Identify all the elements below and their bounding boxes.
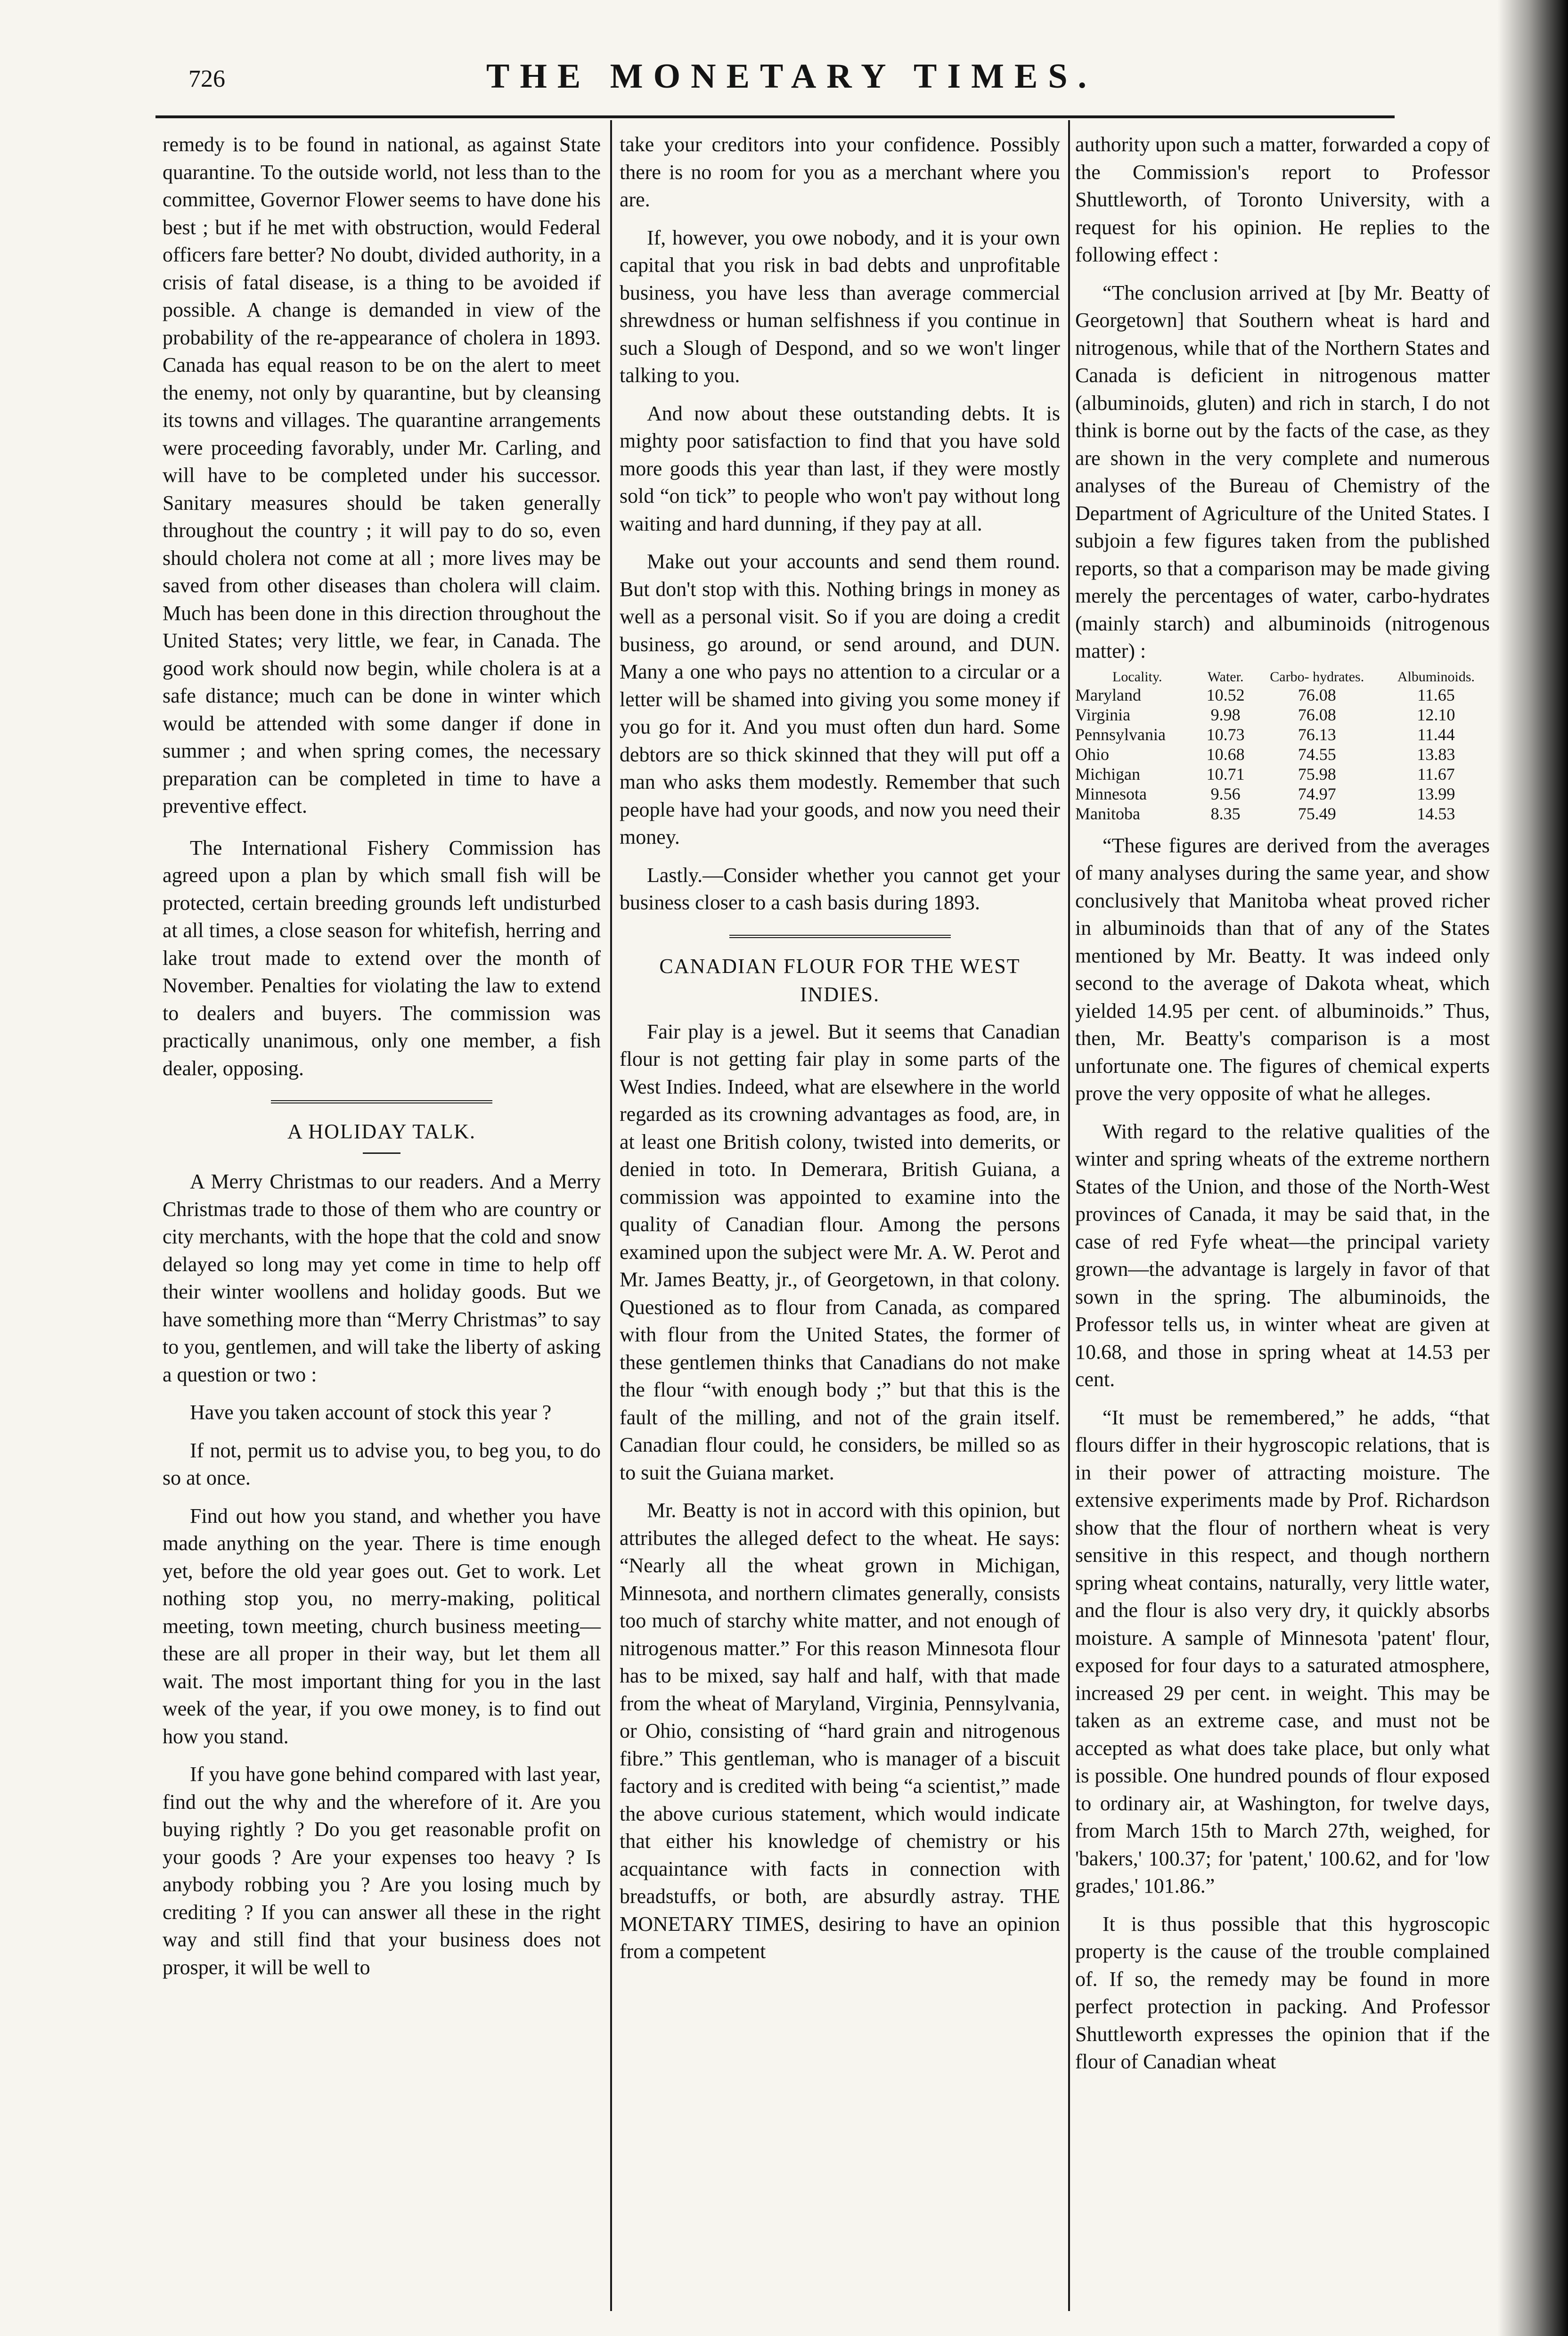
table-cell: 74.97 — [1298, 784, 1336, 803]
quoted-paragraph: “The conclusion arrived at [by Mr. Beatty of Georgetown] that Southern wheat is hard and nitrogenous, while that of the Northern States and Canada is deficient in nitrogenous matter (albuminoids, gluten) and rich in starch, I do not think is borne out by the facts of the case, as they are shown in the very complete and numerous analyses of the Bureau of Chemistry of the Department of Agriculture of the United States. I subjoin a few figures taken from the published reports, so that a comparison may be made giving merely the percentages of water, carbo-hydrates (mainly starch) and albuminoids (nitrogenous matter) : — [1075, 281, 1490, 662]
heading-underline — [363, 1152, 400, 1154]
article-paragraph: If not, permit us to advise you, to beg you, to do so at once. — [163, 1438, 601, 1489]
table-header-row — [1075, 669, 1490, 685]
table-cell: 9.98 — [1210, 705, 1241, 724]
article-paragraph: Have you taken account of stock this year ? — [190, 1401, 552, 1424]
table-header-cell: Locality. — [1112, 669, 1162, 685]
column-3 — [1075, 131, 1490, 2076]
article-paragraph: If, however, you owe nobody, and it is your own capital that you risk in bad debts and unprofitable business, you have less than average commercial shrewdness or human selfishness if you continue in such a Slough of Despond, and so we won't linger talking to you. — [620, 226, 1060, 387]
section-rule — [729, 935, 951, 938]
quoted-paragraph: “It must be remembered,” he adds, “that flours differ in their hygroscopic relations, that is in their power of attracting moisture. The extensive experiments made by Prof. Richardson show that the flour of northern wheat is very sensitive in this respect, and though northern spring wheat contains, naturally, very little water, and the flour is also very dry, it quickly absorbs moisture. A sample of Minnesota 'patent' flour, exposed for four days to a saturated atmosphere, increased 29 per cent. in weight. This may be taken as an extreme case, and must not be accepted as what does take place, but only what is possible. One hundred pounds of flour exposed to ordinary air, at Washington, for twelve days, from March 15th to March 27th, weighed, for 'bakers,' 100.37; for 'patent,' 100.62, and for 'low grades,' 101.86.” — [1075, 1405, 1490, 1897]
column-1 — [163, 131, 601, 1981]
article-heading-canadian-flour: CANADIAN FLOUR FOR THE WEST INDIES. — [659, 954, 1021, 1006]
table-row — [1075, 725, 1490, 744]
article-paragraph: remedy is to be found in national, as against State quarantine. To the outside world, not less than to the committee, Governor Flower seems to have done his best ; but if he met with obstruction, would Federal officers fare better? No doubt, divided authority, in a crisis of fatal disease, is a thing to be avoided if possible. A change is demanded in view of the probability of the re-appearance of cholera in 1893. Canada has equal reason to be on the alert to meet the enemy, not only by quarantine, but by cleansing its towns and villages. The quarantine arrangements were proceeding favorably, under Mr. Carling, and will have to be completed under his successor. Sanitary measures should be taken generally throughout the country ; it will pay to do so, even should cholera not come at all ; more lives may be saved from other diseases than cholera will claim. Much has been done in this direction throughout the United States; very little, we fear, in Canada. The good work should now begin, while cholera is at a safe distance; much can be done in winter which would be attended with some danger if done in summer ; and when spring comes, the necessary preparation can be completed in time to have a preventive effect. — [163, 133, 601, 817]
table-cell: 10.68 — [1206, 744, 1245, 764]
wheat-analysis-table — [1075, 669, 1490, 824]
table-cell: 9.56 — [1210, 784, 1241, 803]
table-cell: Maryland — [1075, 685, 1141, 704]
article-paragraph: Make out your accounts and send them round. But don't stop with this. Nothing brings in money as well as a personal visit. So if you are doing a credit business, go around, or send around, and DUN. Many a one who pays no attention to a circular or a letter will be shamed into giving you some money if you go for it. And you must often dun hard. Some debtors are so thick skinned that they will put off a man who asks them modestly. Remember that such people have had your goods, and now you need their money. — [620, 550, 1060, 849]
fishery-paragraph: The International Fishery Commission has agreed upon a plan by which small fish will be protected, certain breeding grounds left undisturbed at all times, a close season for whitefish, herring and lake trout made to extend over the month of November. Penalties for violating the law to extend to dealers and buyers. The commission was practically unanimous, only one member, a fish dealer, opposing. — [163, 836, 601, 1080]
article-paragraph: And now about these outstanding debts. It is mighty poor satisfaction to find that you have sold more goods this year than last, if they were mostly sold “on tick” to people who won't pay without long waiting and hard dunning, if they pay at all. — [620, 401, 1060, 535]
article-paragraph: Mr. Beatty is not in accord with this opinion, but attributes the alleged defect to the wheat. He says: “Nearly all the wheat grown in Michigan, Minnesota, and northern climates generally, consists too much of starchy white matter, and not enough of nitrogenous matter.” For this reason Minnesota flour has to be mixed, say half and half, with that made from the wheat of Maryland, Virginia, Pennsylvania, or Ohio, consisting of “hard grain and nitrogenous fibre.” This gentleman, who is manager of a biscuit factory and is credited with being “a scientist,” made the above curious statement, which would indicate that either his knowledge of chemistry or his acquaintance with facts in connection with breadstuffs, or both, are absurdly astray. THE MONETARY TIMES, desiring to have an opinion from a competent — [620, 1499, 1060, 1963]
article-paragraph: It is thus possible that this hygroscopic property is the cause of the trouble complained of. If so, the remedy may be found in more perfect protection in packing. And Professor Shuttleworth expresses the opinion that if the flour of Canadian wheat — [1075, 1912, 1490, 2073]
table-cell: 76.08 — [1298, 685, 1336, 704]
table-row — [1075, 804, 1490, 824]
table-cell: 74.55 — [1298, 744, 1336, 764]
table-cell: 11.44 — [1417, 725, 1455, 744]
column-2 — [620, 131, 1060, 1966]
page-number: 726 — [188, 65, 225, 92]
article-paragraph: authority upon such a matter, forwarded a copy of the Commission's report to Professor Shuttleworth, of Toronto University, with a request for his opinion. He replies to the following effect : — [1075, 133, 1490, 266]
table-header-cell: Carbo- hydrates. — [1270, 669, 1364, 685]
column-divider — [1068, 120, 1070, 2311]
table-cell: 12.10 — [1417, 705, 1455, 724]
article-paragraph: Lastly.—Consider whether you cannot get your business closer to a cash basis during 1893. — [620, 863, 1060, 914]
table-cell: 76.13 — [1298, 725, 1336, 744]
table-cell: 14.53 — [1417, 804, 1455, 823]
table-cell: 10.73 — [1206, 725, 1245, 744]
article-heading-holiday-talk: A HOLIDAY TALK. — [287, 1120, 476, 1143]
table-cell: Michigan — [1075, 764, 1140, 784]
table-cell: Ohio — [1075, 744, 1109, 764]
table-header-cell: Albuminoids. — [1397, 669, 1475, 685]
table-cell: 11.65 — [1417, 685, 1455, 704]
table-row — [1075, 784, 1490, 804]
table-row — [1075, 744, 1490, 764]
table-cell: 75.49 — [1298, 804, 1336, 823]
table-cell: 13.99 — [1417, 784, 1455, 803]
header-rule — [155, 115, 1395, 118]
table-cell: Manitoba — [1075, 804, 1140, 823]
table-cell: 76.08 — [1298, 705, 1336, 724]
article-paragraph: A Merry Christmas to our readers. And a Merry Christmas trade to those of them who are country or city merchants, with the hope that the cold and snow delayed so long may yet come in time to help off their winter woollens and holiday goods. But we have something more than “Merry Christmas” to say to you, gentlemen, and will take the liberty of asking a question or two : — [163, 1170, 601, 1386]
table-cell: 13.83 — [1417, 744, 1455, 764]
table-row — [1075, 705, 1490, 725]
table-cell: 11.67 — [1417, 764, 1455, 784]
masthead-title: THE MONETARY TIMES. — [486, 57, 1097, 96]
table-cell: Virginia — [1075, 705, 1131, 724]
article-paragraph: Find out how you stand, and whether you have made anything on the year. There is time enough yet, before the old year goes out. Get to work. Let nothing stop you, no merry-making, political meeting, town meeting, church business meeting—these are all proper in their way, but let them all wait. The most important thing for you in the last week of the year, if you owe money, is to find out how you stand. — [163, 1504, 601, 1748]
table-cell: 10.52 — [1206, 685, 1245, 704]
article-paragraph: If you have gone behind compared with last year, find out the why and the wherefore of it. Are you buying rightly ? Do you get reasonable profit on your goods ? Are your expenses too heavy ? Is anybody robbing you ? Are you losing much by crediting ? If you can answer all these in the right way and still find that your business does not prosper, it will be well to — [163, 1763, 601, 1979]
section-rule — [271, 1100, 492, 1103]
article-paragraph: take your creditors into your confidence. Possibly there is no room for you as a merchant where you are. — [620, 133, 1060, 211]
article-paragraph: Fair play is a jewel. But it seems that Canadian flour is not getting fair play in some parts of the West Indies. Indeed, what are elsewhere in the world regarded as its crowning advantages as food, are, in at least one British colony, twisted into demerits, or denied in toto. In Demerara, British Guiana, a commission was appointed to examine into the quality of Canadian flour. Among the persons examined upon the subject were Mr. A. W. Perot and Mr. James Beatty, jr., of Georgetown, in that colony. Questioned as to flour from Canada, as compared with flour from the United States, the former of these gentlemen thinks that Canadians do not make the flour “with enough body ;” but that this is the fault of the milling, and not of the grain itself. Canadian flour could, he considers, be milled so as to suit the Guiana market. — [620, 1020, 1060, 1484]
table-row — [1075, 685, 1490, 705]
table-cell: 75.98 — [1298, 764, 1336, 784]
table-header-cell: Water. — [1207, 669, 1244, 685]
table-cell: Pennsylvania — [1075, 725, 1166, 744]
article-paragraph: With regard to the relative qualities of the winter and spring wheats of the extreme northern States of the Union, and those of the North-West provinces of Canada, it may be said that, in the case of red Fyfe wheat—the principal variety grown—the advantage is largely in favor of that sown in the spring. The albuminoids, the Professor tells us, in winter wheat are given at 10.68, and those in spring wheat at 14.53 per cent. — [1075, 1119, 1490, 1391]
page-edge-shadow — [1497, 0, 1568, 2336]
quoted-paragraph: “These figures are derived from the averages of many analyses during the same year, and show conclusively that Manitoba wheat proved richer in albuminoids than that of any of the States mentioned by Mr. Beatty. It was indeed only second to the average of Dakota wheat, which yielded 14.95 per cent. of albuminoids.” Thus, then, Mr. Beatty's comparison is a most unfortunate one. The figures of chemical experts prove the very opposite of what he alleges. — [1075, 833, 1490, 1105]
page-header — [188, 57, 1395, 108]
table-cell: 10.71 — [1206, 764, 1245, 784]
table-cell: 8.35 — [1210, 804, 1241, 823]
table-cell: Minnesota — [1075, 784, 1147, 803]
column-divider — [610, 120, 612, 2311]
table-row — [1075, 764, 1490, 784]
